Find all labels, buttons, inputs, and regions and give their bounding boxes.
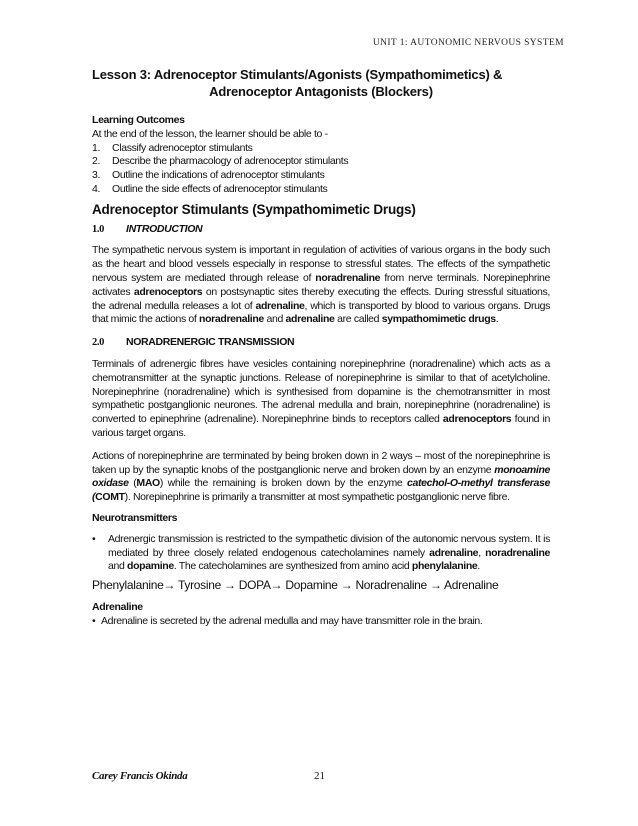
transmission-paragraph-2: Actions of norepinephrine are terminated by being broken down in 2 ways – most of the norepinephrine is taken up by the synaptic knobs of the postganglionic nerve and broken down by an enzyme monoamine oxidase (MAO) while the remaining is broken down by the enzyme catechol-O-methyl transferase (COMT). Norepinephrine is primarily a transmitter at most sympathetic postganglionic nerve fibre. <box>92 449 550 504</box>
intro-paragraph: The sympathetic nervous system is important in regulation of activities of various organs in the body such as the heart and blood vessels especially in response to stressful states. The effects of the sympathetic nervous system are mediated through release of noradrenaline from nerve terminals. Norepinephrine activates adrenoceptors on postsynaptic sites thereby executing the effects. During stressful situations, the adrenal medulla releases a lot of adrenaline, which is transported by blood to various organs. Drugs that mimic the actions of noradrenaline and adrenaline are called sympathomimetic drugs. <box>92 244 550 326</box>
lesson-title <box>92 66 550 100</box>
running-header: UNIT 1: AUTONOMIC NERVOUS SYSTEM <box>372 38 564 48</box>
neurotransmitters-heading: Neurotransmitters <box>92 511 178 524</box>
intro-heading: 1.0 INTRODUCTION <box>92 222 203 235</box>
synthesis-pathway: Phenylalanine→ Tyrosine → DOPA→ Dopamine → Noradrenaline → Adrenaline <box>92 578 499 593</box>
main-content <box>92 114 550 629</box>
learning-outcomes-intro: At the end of the lesson, the learner should be able to - <box>92 127 328 140</box>
transmission-paragraph-1: Terminals of adrenergic fibres have vesicles containing norepinephrine (noradrenaline) which acts as a chemotransmitter at the synaptic junctions. Release of norepinephrine is similar to that of acetylcholine. Norepinephrine (noradrenaline) which is synthesised from dopamine is the chemotransmitter in most sympathetic postganglionic neurones. The adrenal medulla and brain, norepinephrine (noradrenaline) is converted to epinephrine (adrenaline). Norepinephrine binds to receptors called adrenoceptors found in various target organs. <box>92 357 551 439</box>
list-item: 2. Describe the pharmacology of adrenoceptor stimulants <box>92 155 349 168</box>
bullet-icon: • <box>92 532 96 545</box>
footer-author: Carey Francis Okinda <box>92 770 188 782</box>
adrenaline-heading: Adrenaline <box>92 600 143 613</box>
bullet-icon: • <box>92 614 96 627</box>
list-item: 3. Outline the indications of adrenoceptor stimulants <box>92 169 325 182</box>
transmission-heading: 2.0 NORADRENERGIC TRANSMISSION <box>92 336 295 349</box>
lesson-title-line2: Adrenoceptor Antagonists (Blockers) <box>209 84 433 99</box>
list-item: 4. Outline the side effects of adrenoceptor stimulants <box>92 182 328 195</box>
section-heading: Adrenoceptor Stimulants (Sympathomimetic Drugs) <box>92 201 416 217</box>
page-number: 21 <box>314 770 325 782</box>
neurotransmitters-bullet: • Adrenergic transmission is restricted to the sympathetic division of the autonomic nervous system. It is mediated by three closely related endogenous catecholamines namely adrenaline, noradrenaline and dopamine. The catecholamines are synthesized from amino acid phenylalanine. <box>92 532 550 573</box>
adrenaline-bullet: • Adrenaline is secreted by the adrenal medulla and may have transmitter role in the brain. <box>92 614 483 627</box>
learning-outcomes-list <box>92 142 550 197</box>
list-item: 1. Classify adrenoceptor stimulants <box>92 141 253 154</box>
lesson-title-line1: Lesson 3: Adrenoceptor Stimulants/Agonists (Sympathomimetics) & <box>92 67 503 82</box>
learning-outcomes-heading: Learning Outcomes <box>92 114 185 126</box>
